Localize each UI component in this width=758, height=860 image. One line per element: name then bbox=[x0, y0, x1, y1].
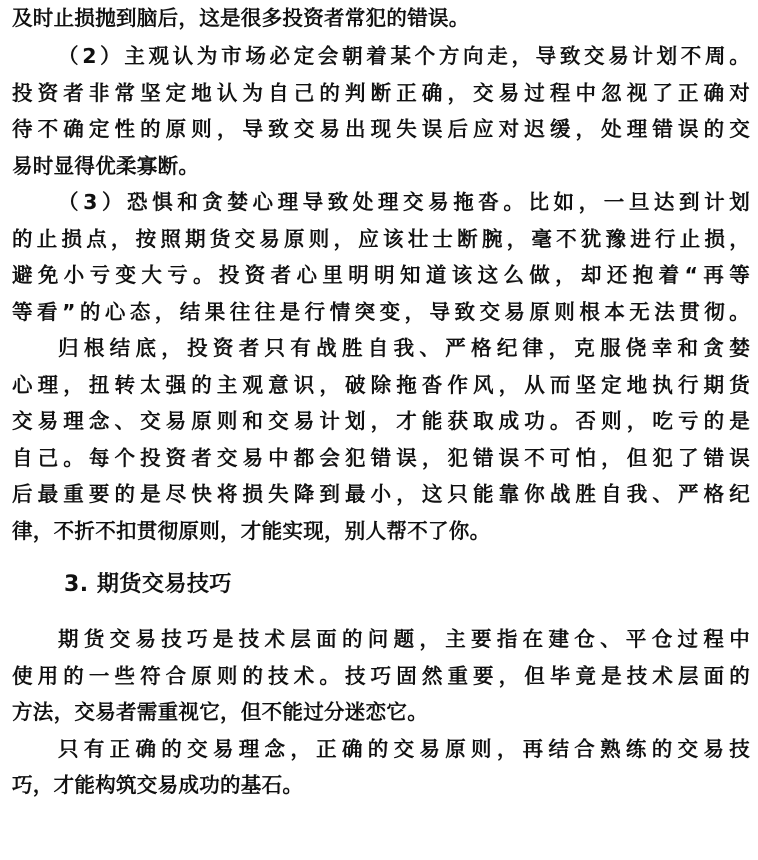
text-line: （2）主观认为市场必定会朝着某个方向走，导致交易计划不周。 bbox=[58, 44, 750, 68]
text-line: 心理，扭转太强的主观意识，破除拖沓作风，从而坚定地执行期货 bbox=[12, 372, 750, 397]
text-line: 等看”的心态，结果往往是行情突变，导致交易原则根本无法贯彻。 bbox=[12, 299, 750, 324]
text-line: 及时止损抛到脑后，这是很多投资者常犯的错误。 bbox=[12, 6, 470, 30]
text-line: 巧，才能构筑交易成功的基石。 bbox=[12, 773, 304, 797]
document-page bbox=[12, 0, 750, 804]
text-line: 自己。每个投资者交易中都会犯错误，犯错误不可怕，但犯了错误 bbox=[12, 445, 750, 470]
text-line: 只有正确的交易理念，正确的交易原则，再结合熟练的交易技 bbox=[58, 736, 750, 761]
text-line: 期货交易技巧是技术层面的问题，主要指在建仓、平仓过程中 bbox=[58, 627, 750, 651]
text-line: 避免小亏变大亏。投资者心里明明知道该这么做，却还抱着“再等 bbox=[12, 263, 750, 287]
text-line: 律，不折不扣贯彻原则，才能实现，别人帮不了你。 bbox=[12, 518, 491, 543]
text-line: 待不确定性的原则，导致交易出现失误后应对迟缓，处理错误的交 bbox=[12, 117, 750, 141]
heading-spacer bbox=[12, 613, 750, 621]
text-line: 方法，交易者需重视它，但不能过分迷恋它。 bbox=[12, 700, 428, 724]
text-line: 易时显得优柔寡断。 bbox=[12, 153, 200, 178]
text-line: 投资者非常坚定地认为自己的判断正确，交易过程中忽视了正确对 bbox=[12, 80, 750, 105]
text-line: （3）恐惧和贪婪心理导致处理交易拖沓。比如，一旦达到计划 bbox=[58, 190, 750, 214]
text-line: 交易理念、交易原则和交易计划，才能获取成功。否则，吃亏的是 bbox=[12, 409, 750, 433]
text-line: 归根结底，投资者只有战胜自我、严格纪律，克服侥幸和贪婪 bbox=[58, 336, 750, 360]
text-line: 后最重要的是尽快将损失降到最小，这只能靠你战胜自我、严格纪 bbox=[12, 482, 750, 506]
text-line: 使用的一些符合原则的技术。技巧固然重要，但毕竟是技术层面的 bbox=[12, 663, 750, 688]
section-heading: 3. 期货交易技巧 bbox=[64, 572, 232, 597]
text-line: 的止损点，按照期货交易原则，应该壮士断腕，毫不犹豫进行止损， bbox=[12, 226, 750, 251]
